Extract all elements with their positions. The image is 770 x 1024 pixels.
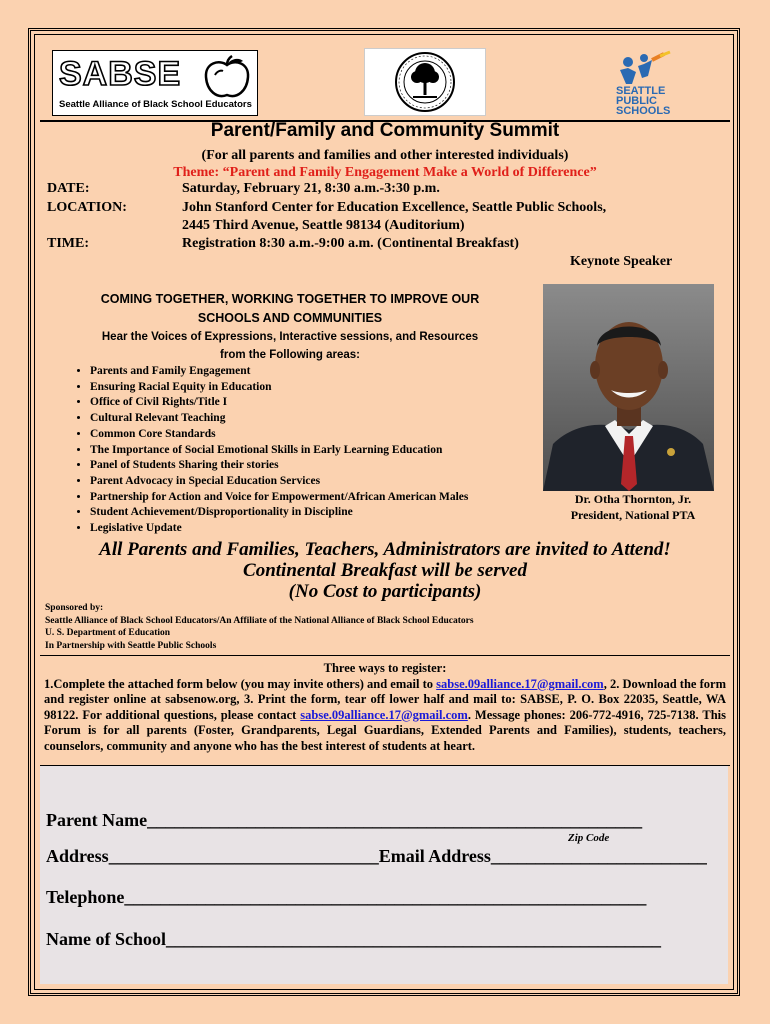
time-label: TIME: bbox=[47, 236, 89, 251]
sponsor-block bbox=[45, 602, 474, 652]
agenda-heading-line-1: COMING TOGETHER, WORKING TOGETHER TO IMPROVE OUR bbox=[100, 292, 480, 306]
keynote-speaker-photo bbox=[543, 284, 714, 491]
sabse-logo bbox=[52, 50, 258, 116]
invitation-line-1: All Parents and Families, Teachers, Administrators are invited to Attend! bbox=[99, 539, 671, 560]
list-item: • Panel of Students Sharing their stories bbox=[90, 458, 468, 474]
email-address-label: Email Address bbox=[378, 846, 491, 866]
location-line-2: 2445 Third Avenue, Seattle 98134 (Auditorium) bbox=[182, 218, 465, 233]
keynote-speaker-label: Keynote Speaker bbox=[570, 254, 673, 269]
sabse-logo-tagline: Seattle Alliance of Black School Educators bbox=[59, 99, 252, 110]
registration-text-part-1: 1.Complete the attached form below (you may invite others) and email to bbox=[44, 676, 437, 691]
date-value: Saturday, February 21, 8:30 a.m.-3:30 p.m. bbox=[182, 181, 440, 196]
agenda-intro-line-2: from the Following areas: bbox=[220, 349, 360, 361]
agenda-topic-list bbox=[66, 364, 468, 537]
parent-name-label: Parent Name bbox=[46, 810, 148, 830]
seattle-public-schools-wordmark bbox=[616, 86, 670, 116]
invitation-block bbox=[40, 539, 730, 602]
registration-text-part-3: . Message phones: 206-772-4916, 725-7138. This Forum is for all parents (Foster, Grandparents, Legal Guardians, Extended Parents and Families), students, teachers, counselors, community and anyone who has the best interest of students at heart. bbox=[44, 707, 727, 753]
list-item: • Student Achievement/Disproportionality in Discipline bbox=[90, 505, 468, 521]
event-title: Parent/Family and Community Summit bbox=[210, 120, 560, 141]
agenda-intro-line-1: Hear the Voices of Expressions, Interactive sessions, and Resources bbox=[101, 331, 479, 343]
list-item: • Partnership for Action and Voice for Empowerment/African American Males bbox=[90, 490, 468, 506]
invitation-line-3: (No Cost to participants) bbox=[288, 581, 482, 602]
registration-body bbox=[44, 677, 726, 755]
children-figures-icon bbox=[598, 50, 688, 90]
telephone-label: Telephone bbox=[46, 887, 125, 907]
parent-name-field[interactable] bbox=[46, 810, 642, 831]
speaker-role: President, National PTA bbox=[570, 508, 696, 522]
sponsor-line: Seattle Alliance of Black School Educators/An Affiliate of the National Alliance of Black School Educators bbox=[45, 615, 474, 626]
school-name-line[interactable]: _______________________________________________________ bbox=[166, 929, 661, 949]
parent-name-line[interactable]: _______________________________________________________ bbox=[147, 810, 643, 830]
registration-text-part-2: , 2. Download the form and register online at sabsenow.org, 3. Print the form, tear off lower half and mail to: SABSE, P. O. Box 22035, Seattle, WA 98122. For additional questions, please contact bbox=[44, 676, 726, 722]
sps-word-seattle: SEATTLE bbox=[616, 85, 666, 97]
location-line-1: John Stanford Center for Education Excellence, Seattle Public Schools, bbox=[182, 200, 607, 215]
zip-code-label: Zip Code bbox=[568, 832, 610, 844]
keynote-speaker-caption bbox=[548, 491, 718, 523]
location-label: LOCATION: bbox=[47, 200, 127, 215]
list-item: • Ensuring Racial Equity in Education bbox=[90, 380, 468, 396]
list-item: • Cultural Relevant Teaching bbox=[90, 411, 468, 427]
registration-title: Three ways to register: bbox=[323, 661, 447, 675]
address-line[interactable]: ______________________________ bbox=[108, 846, 379, 866]
sps-word-schools: SCHOOLS bbox=[616, 105, 671, 117]
address-email-row bbox=[46, 846, 707, 867]
list-item: • Common Core Standards bbox=[90, 427, 468, 443]
education-seal-icon bbox=[365, 49, 485, 115]
event-theme: Theme: “Parent and Family Engagement Make a World of Difference” bbox=[173, 165, 597, 180]
event-subtitle: (For all parents and families and other interested individuals) bbox=[201, 148, 569, 163]
department-of-education-seal bbox=[364, 48, 486, 116]
sponsor-line: U. S. Department of Education bbox=[45, 628, 171, 638]
registration-instructions bbox=[44, 661, 726, 754]
agenda-heading-line-2: SCHOOLS AND COMMUNITIES bbox=[197, 311, 383, 325]
sponsor-label: Sponsored by: bbox=[45, 603, 104, 613]
sabse-logo-wordmark: SABSE bbox=[59, 55, 182, 93]
school-name-field[interactable] bbox=[46, 929, 661, 950]
list-item: • Parents and Family Engagement bbox=[90, 364, 468, 380]
registration-form-panel bbox=[40, 766, 728, 984]
registration-email-link[interactable]: sabse.09alliance.17@gmail.com bbox=[436, 676, 604, 691]
list-item: • Office of Civil Rights/Title I bbox=[90, 395, 468, 411]
list-item: • The Importance of Social Emotional Skills in Early Learning Education bbox=[90, 443, 468, 459]
list-item: • Legislative Update bbox=[90, 521, 468, 537]
telephone-line[interactable]: __________________________________________________________ bbox=[124, 887, 647, 907]
school-name-label: Name of School bbox=[46, 929, 166, 949]
speaker-portrait-icon bbox=[543, 284, 714, 491]
registration-divider bbox=[40, 655, 730, 656]
speaker-name: Dr. Otha Thornton, Jr. bbox=[574, 492, 692, 506]
sponsor-line: In Partnership with Seattle Public Schools bbox=[45, 640, 217, 651]
list-item: • Parent Advocacy in Special Education Services bbox=[90, 474, 468, 490]
seattle-public-schools-logo bbox=[598, 50, 688, 120]
address-label: Address bbox=[46, 846, 109, 866]
time-value: Registration 8:30 a.m.-9:00 a.m. (Continental Breakfast) bbox=[182, 236, 519, 251]
contact-email-link[interactable]: sabse.09alliance.17@gmail.com bbox=[300, 707, 468, 722]
email-address-line[interactable]: ________________________ bbox=[490, 846, 707, 866]
sps-word-public: PUBLIC bbox=[616, 95, 657, 107]
apple-icon bbox=[201, 55, 253, 101]
invitation-line-2: Continental Breakfast will be served bbox=[243, 560, 527, 581]
date-label: DATE: bbox=[47, 181, 90, 196]
telephone-field[interactable] bbox=[46, 887, 646, 908]
